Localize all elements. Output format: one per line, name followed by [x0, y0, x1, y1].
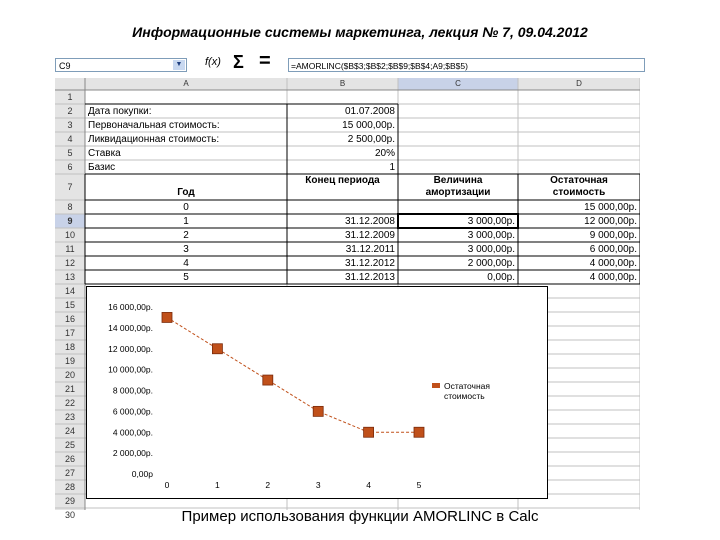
row-header[interactable]: 4 — [67, 134, 73, 144]
x-tick-label: 3 — [315, 480, 321, 490]
row-header[interactable]: 20 — [64, 370, 75, 380]
y-tick-label: 14 000,00р. — [108, 322, 153, 333]
row-header[interactable]: 2 — [67, 106, 73, 116]
param-label[interactable]: Ставка — [88, 147, 121, 159]
row-header[interactable]: 12 — [64, 258, 75, 268]
param-label[interactable]: Дата покупки: — [88, 105, 152, 117]
name-box-value: C9 — [59, 61, 71, 71]
x-tick-label: 0 — [164, 480, 170, 490]
chart-canvas — [87, 287, 549, 500]
formula-toolbar — [55, 50, 645, 74]
row-header[interactable]: 26 — [64, 454, 75, 464]
amortization-cell[interactable]: 3 000,00р. — [467, 243, 515, 255]
param-value[interactable]: 1 — [389, 161, 395, 173]
end-date-cell[interactable]: 31.12.2008 — [344, 215, 395, 227]
row-header[interactable]: 25 — [64, 440, 75, 450]
table-header-end: Конец периода — [305, 175, 380, 186]
column-header-d[interactable]: D — [576, 79, 582, 88]
row-header[interactable]: 27 — [64, 468, 75, 478]
residual-value-cell[interactable]: 15 000,00р. — [584, 201, 637, 213]
row-header[interactable]: 9 — [67, 216, 73, 226]
row-header[interactable]: 14 — [64, 286, 75, 296]
residual-value-cell[interactable]: 6 000,00р. — [589, 243, 637, 255]
residual-value-cell[interactable]: 9 000,00р. — [589, 229, 637, 241]
y-tick-label: 4 000,00р. — [112, 427, 153, 438]
amortization-cell[interactable]: 0,00р. — [487, 271, 515, 283]
end-date-cell[interactable]: 31.12.2009 — [344, 229, 395, 241]
param-label[interactable]: Ликвидационная стоимость: — [88, 133, 220, 145]
param-value[interactable]: 20% — [374, 147, 395, 159]
slide-title: Информационные системы маркетинга, лекция № 7, 09.04.2012 — [132, 24, 588, 40]
row-header[interactable]: 13 — [64, 272, 75, 282]
row-header[interactable]: 15 — [64, 300, 75, 310]
row-header[interactable]: 18 — [64, 342, 75, 352]
series-line — [167, 317, 419, 432]
year-cell[interactable]: 0 — [183, 201, 189, 213]
row-header[interactable]: 3 — [67, 120, 73, 130]
param-value[interactable]: 01.07.2008 — [344, 105, 395, 117]
residual-value-cell[interactable]: 4 000,00р. — [589, 257, 637, 269]
column-header-a[interactable]: A — [183, 79, 189, 88]
function-icon[interactable]: = — [259, 50, 271, 72]
data-point — [263, 375, 273, 385]
chevron-down-icon[interactable]: ▼ — [173, 60, 185, 70]
amortization-cell[interactable]: 3 000,00р. — [467, 229, 515, 241]
end-date-cell[interactable]: 31.12.2013 — [344, 271, 395, 283]
year-cell[interactable]: 1 — [183, 215, 189, 227]
x-tick-label: 2 — [265, 480, 271, 490]
row-header[interactable]: 29 — [64, 496, 75, 506]
column-header-b[interactable]: B — [339, 79, 346, 88]
formula-input[interactable]: =AMORLINC($B$3;$B$2;$B$9;$B$4;A9;$B$5) — [288, 58, 645, 72]
param-label[interactable]: Первоначальная стоимость: — [88, 119, 220, 131]
x-tick-label: 4 — [366, 480, 371, 490]
sum-icon[interactable]: Σ — [233, 52, 244, 72]
row-header[interactable]: 21 — [64, 384, 75, 394]
amortization-cell[interactable]: 3 000,00р. — [467, 215, 515, 227]
residual-value-cell[interactable]: 12 000,00р. — [584, 215, 637, 227]
row-header[interactable]: 11 — [65, 244, 75, 254]
row-header[interactable]: 1 — [67, 92, 73, 102]
legend-marker — [432, 383, 440, 388]
data-point — [212, 344, 222, 354]
end-date-cell[interactable]: 31.12.2012 — [344, 257, 395, 269]
param-label[interactable]: Базис — [88, 161, 116, 173]
table-header-year: Год — [177, 187, 195, 198]
y-tick-label: 16 000,00р. — [108, 302, 153, 312]
name-box[interactable] — [55, 58, 187, 72]
y-tick-label: 12 000,00р. — [108, 343, 153, 354]
y-tick-label: 2 000,00р. — [112, 448, 153, 459]
row-header[interactable]: 17 — [64, 328, 75, 338]
row-header[interactable]: 23 — [64, 412, 75, 422]
data-point — [414, 427, 424, 437]
data-point — [162, 312, 172, 322]
row-header[interactable]: 8 — [67, 202, 73, 212]
row-header[interactable]: 10 — [64, 230, 75, 240]
amortization-cell[interactable]: 2 000,00р. — [467, 257, 515, 269]
function-wizard-icon[interactable]: f(x) — [205, 56, 221, 68]
row-header[interactable]: 28 — [64, 482, 75, 492]
year-cell[interactable]: 5 — [183, 271, 189, 283]
row-header[interactable]: 19 — [64, 356, 75, 366]
year-cell[interactable]: 3 — [183, 243, 189, 255]
y-tick-label: 6 000,00р. — [112, 406, 153, 417]
row-header[interactable]: 16 — [64, 314, 75, 324]
table-header-amort: Величина амортизации — [425, 175, 491, 198]
row-header[interactable]: 7 — [67, 182, 73, 192]
column-header-c[interactable]: C — [455, 79, 461, 88]
year-cell[interactable]: 2 — [183, 229, 189, 241]
caption: Пример использования функции AMORLINC в Calc — [181, 508, 539, 525]
line-chart[interactable] — [86, 286, 548, 499]
legend-label: Остаточная стоимость — [444, 381, 490, 401]
y-tick-label: 0,00р — [131, 469, 153, 479]
data-point — [364, 427, 374, 437]
year-cell[interactable]: 4 — [183, 257, 189, 269]
row-header[interactable]: 30 — [64, 510, 75, 520]
end-date-cell[interactable]: 31.12.2011 — [345, 243, 395, 255]
param-value[interactable]: 15 000,00р. — [342, 119, 395, 131]
row-header[interactable]: 5 — [67, 148, 73, 158]
y-tick-label: 10 000,00р. — [108, 364, 153, 375]
x-tick-label: 5 — [416, 480, 422, 490]
param-value[interactable]: 2 500,00р. — [347, 133, 395, 145]
x-tick-label: 1 — [215, 480, 220, 490]
y-tick-label: 8 000,00р. — [112, 385, 153, 396]
row-header[interactable]: 22 — [64, 398, 75, 408]
data-point — [313, 406, 323, 416]
row-header[interactable]: 24 — [64, 426, 75, 436]
row-header[interactable]: 6 — [67, 162, 73, 172]
residual-value-cell[interactable]: 4 000,00р. — [589, 271, 637, 283]
table-header-residual: Остаточная стоимость — [550, 175, 608, 198]
